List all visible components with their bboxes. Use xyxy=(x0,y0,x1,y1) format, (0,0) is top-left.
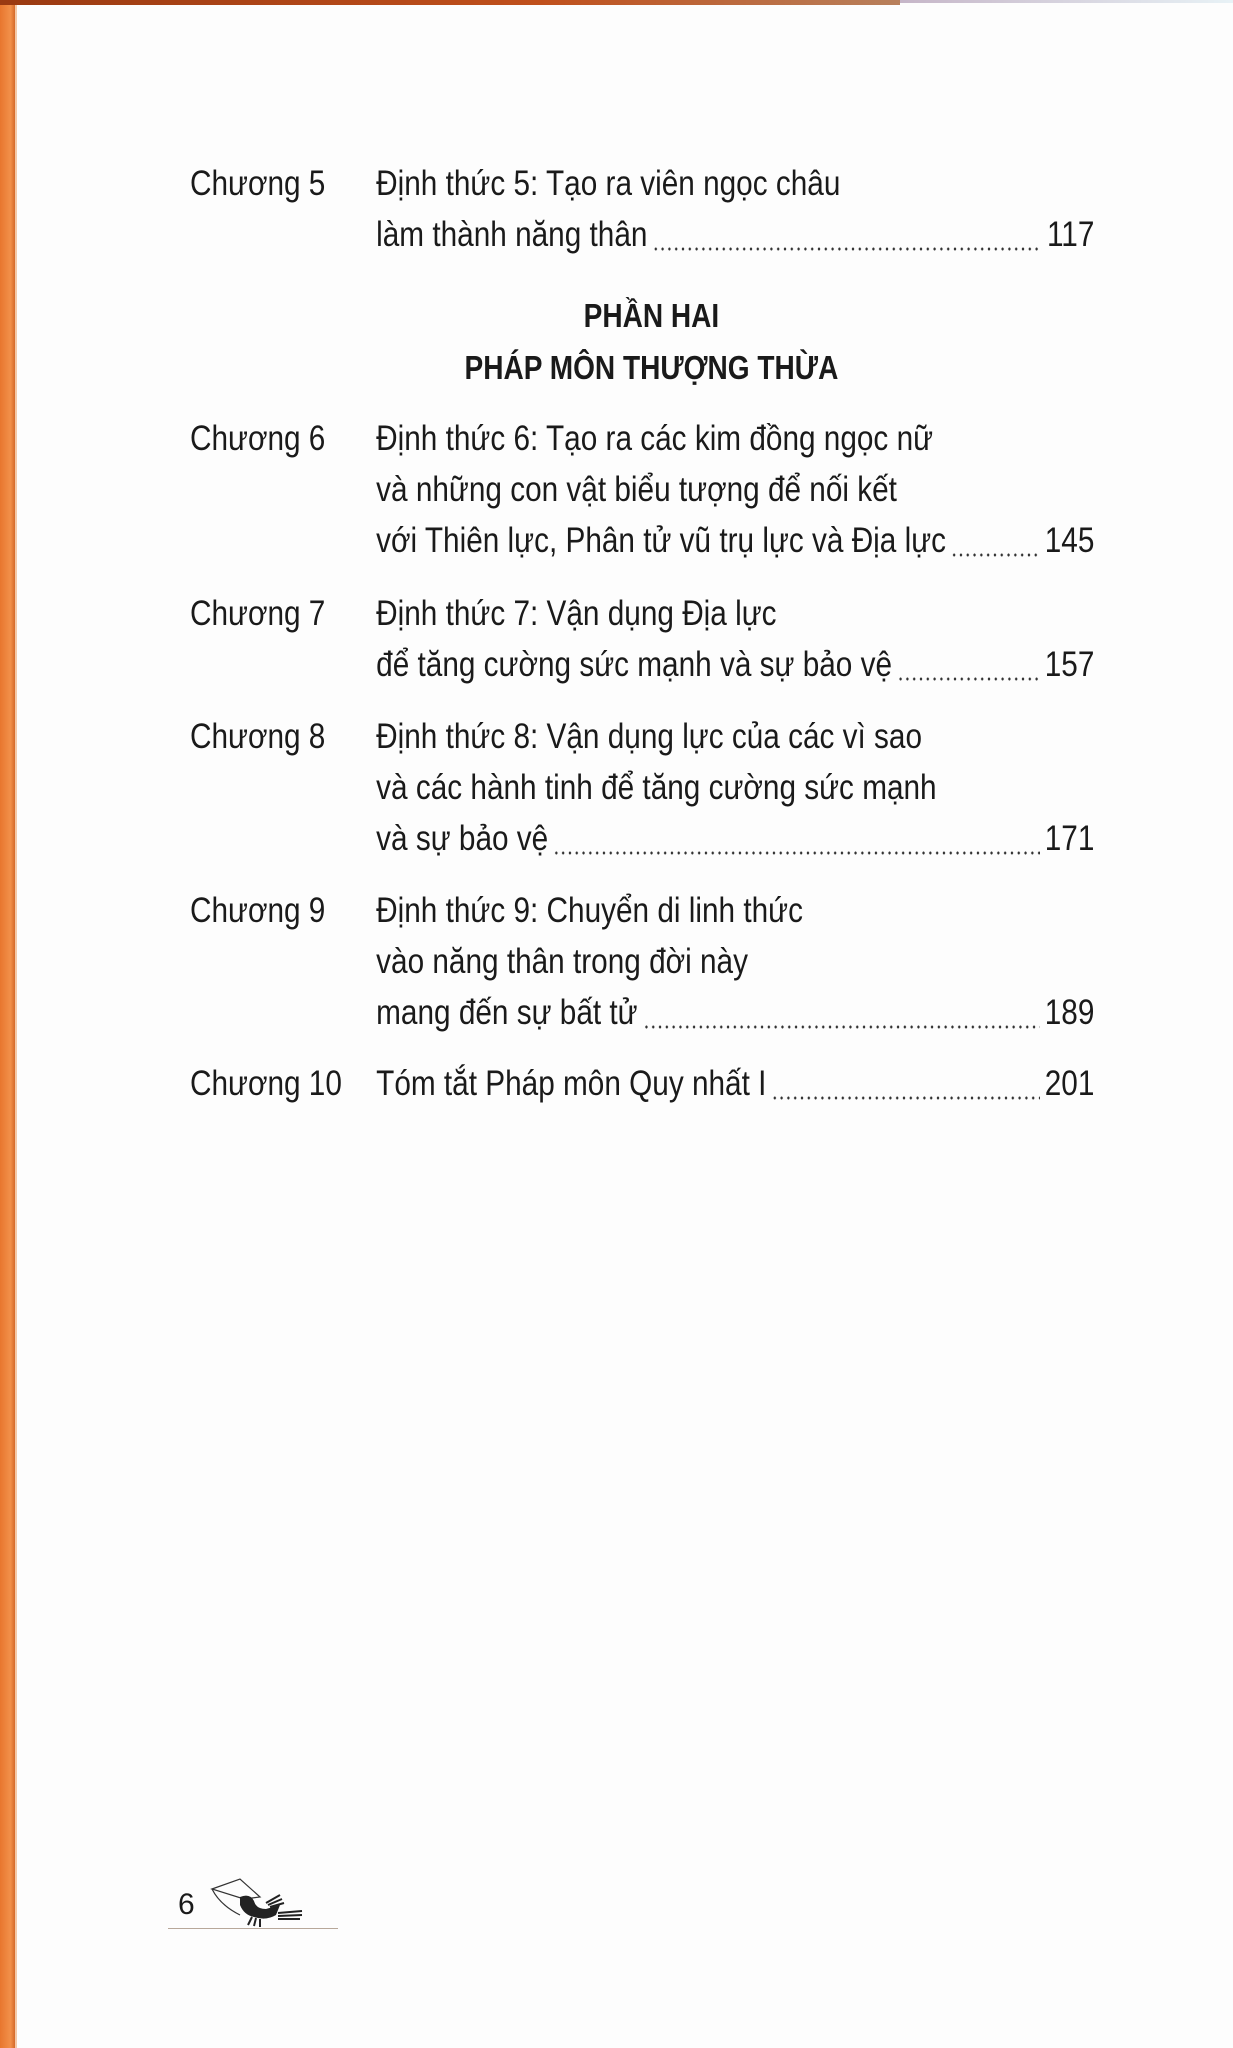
chapter-title-line xyxy=(376,413,1094,464)
chapter-title xyxy=(376,413,1094,566)
chapter-title-line xyxy=(376,588,1094,639)
dot-leader xyxy=(897,639,1040,690)
chapter-label: Chương 8 xyxy=(190,717,326,756)
chapter-title-line xyxy=(376,762,1094,813)
chapter-label: Chương 6 xyxy=(190,419,326,458)
page-ref: 189 xyxy=(1044,993,1095,1032)
chapter-title-text: vào năng thân trong đời này xyxy=(376,942,748,981)
dot-leader xyxy=(951,515,1040,566)
chapter-title-text: Định thức 5: Tạo ra viên ngọc châu xyxy=(376,164,841,203)
chapter-title xyxy=(376,711,1094,864)
top-edge-bar xyxy=(0,0,900,5)
chapter-title-text: Định thức 6: Tạo ra các kim đồng ngọc nữ xyxy=(376,419,934,458)
chapter-title-line xyxy=(376,1058,1094,1109)
chapter-title-text: Tóm tắt Pháp môn Quy nhất I xyxy=(376,1064,767,1103)
chapter-title-text: làm thành năng thân xyxy=(376,215,648,254)
top-edge-bar-faint xyxy=(900,0,1233,3)
page-ref: 171 xyxy=(1044,819,1095,858)
chapter-label: Chương 5 xyxy=(190,164,326,203)
part-subtitle-text: PHÁP MÔN THƯỢNG THỪA xyxy=(464,349,839,386)
chapter-title xyxy=(376,1058,1094,1109)
chapter-title xyxy=(376,588,1094,690)
part-subtitle xyxy=(98,342,1146,393)
toc-entry xyxy=(190,711,1094,864)
dot-leader xyxy=(553,813,1039,864)
part-title xyxy=(98,290,1146,341)
chapter-title-line xyxy=(376,639,1094,690)
bird-logo-icon xyxy=(210,1875,310,1935)
chapter-label: Chương 9 xyxy=(190,891,326,930)
part-title-text: PHẦN HAI xyxy=(583,297,720,334)
chapter-title-text: để tăng cường sức mạnh và sự bảo vệ xyxy=(376,645,893,684)
chapter-title-line xyxy=(376,515,1094,566)
chapter-label: Chương 10 xyxy=(190,1064,342,1103)
page-edge-line xyxy=(15,0,17,2048)
dot-leader xyxy=(643,987,1040,1038)
chapter-title-line xyxy=(376,464,1094,515)
chapter-title-text: và các hành tinh để tăng cường sức mạnh xyxy=(376,768,937,807)
toc-entry xyxy=(190,885,1094,1038)
chapter-title-text: và những con vật biểu tượng để nối kết xyxy=(376,470,897,509)
page-edge-strip xyxy=(0,0,15,2048)
page-number: 6 xyxy=(178,1888,195,1921)
dot-leader xyxy=(772,1058,1040,1109)
chapter-title-line xyxy=(376,711,1094,762)
chapter-title-line xyxy=(376,813,1094,864)
chapter-title-line xyxy=(376,885,1094,936)
toc-entry xyxy=(190,588,1094,690)
chapter-label: Chương 7 xyxy=(190,594,326,633)
chapter-title-text: và sự bảo vệ xyxy=(376,819,549,858)
chapter-title-line xyxy=(376,936,1094,987)
chapter-title xyxy=(376,885,1094,1038)
page-ref: 145 xyxy=(1044,521,1095,560)
chapter-title-line xyxy=(376,158,1094,209)
chapter-title-text: với Thiên lực, Phân tử vũ trụ lực và Địa lực xyxy=(376,521,947,560)
toc-entry xyxy=(190,413,1094,566)
toc-entry xyxy=(190,1058,1094,1109)
toc-entry xyxy=(190,158,1094,260)
page-ref: 117 xyxy=(1046,215,1095,254)
chapter-title-text: Định thức 7: Vận dụng Địa lực xyxy=(376,594,777,633)
chapter-title-line xyxy=(376,987,1094,1038)
page-ref: 157 xyxy=(1044,645,1095,684)
chapter-title xyxy=(376,158,1094,260)
dot-leader xyxy=(653,209,1042,260)
chapter-title-text: Định thức 8: Vận dụng lực của các vì sao xyxy=(376,717,923,756)
chapter-title-line xyxy=(376,209,1094,260)
page-ref: 201 xyxy=(1044,1064,1095,1103)
chapter-title-text: Định thức 9: Chuyển di linh thức xyxy=(376,891,803,930)
chapter-title-text: mang đến sự bất tử xyxy=(376,993,638,1032)
